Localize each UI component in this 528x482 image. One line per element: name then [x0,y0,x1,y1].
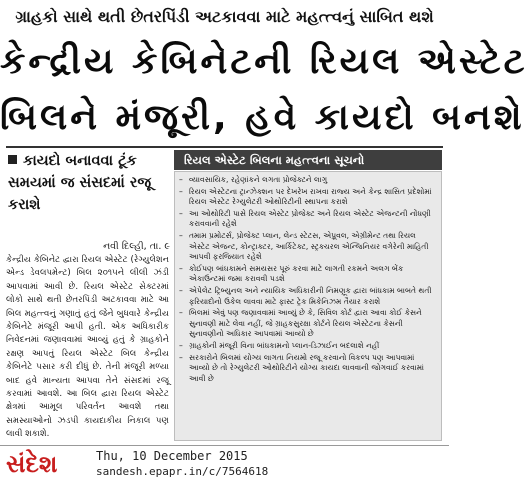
list-item: – તમામ પ્રમોટર્સ, પ્રોજેક્ટ પ્લાન, લેન્ડ સ્ટેટસ, એપ્રૂવલ, એગ્રીમેન્ટ તથા રિયલ એસ્ટેટ એજન્ટ, કોન્ટ્રાક્ટર, આર્કિટેક્ટ, સ્ટ્રક્ચરલ એન્જિનિયર વગેરેની માહિતી આપવી ફરજિયાત રહેશે [179,230,429,262]
list-item: – આ ઓથોરિટી પાસે રિયલ એસ્ટેટ પ્રોજેક્ટ અને રિયલ એસ્ટેટ એજન્ટની નોંધણી કરાવવાની રહેશે [179,208,431,229]
sandesh-logo: સંદેશ [6,449,58,478]
list-item: – બિલમાં એવું પણ જણાવવામાં આવ્યું છે કે, સિવિલ કોર્ટ દ્વારા આવા કોઈ કેસને સુનાવણી માટે લેવા નહીં, જે ગ્રાહકસુરક્ષા કોર્ટને રિયલ એસ્ટેટના કેસની સુનાવણીનો અધિકાર આપવામાં આવ્યો છે [179,308,422,339]
list-item: – એપેલેટ ટ્રિબ્યુનલ અને ન્યાયિક અધિકારીની નિમણૂક દ્વારા બાંધકામ બાબતે થતી ફરિયાદોનો ઉકેલ લાવવા માટે ફાસ્ટ ટ્રેક મિકેનિઝમ તૈયાર કરાશે [179,285,432,306]
article-body: કેન્દ્રીય કેબિનેટ દ્વારા રિયલ એસ્ટેટ (રેગ્યુલેશન એન્ડ ડેવલપમેન્ટ) બિલ ૨૦૧૫ને લીલી ઝંડી આપવામાં આવી છે. રિયલ એસ્ટેટ સેક્ટરમાં લોકો સાથે થતી છેતરપિંડી અટકાવવા માટે આ બિલ મહત્ત્વનું ગણાતું હતું જેને બુધવારે કેન્દ્રીય કેબિનેટે મંજૂરી આપી હતી. એક અધિકારીક નિવેદનમાં જણાવવામાં આવ્યું હતું કે ગ્રાહકોને રક્ષણ આપતું રિયલ એસ્ટેટ બિલ કેન્દ્રીય કેબિનેટે પસાર કરી દીધું છે. તેની મંજૂરી મળ્યા બાદ હવે માન્યતા આપવા તેને સંસદમાં રજૂ કરવામાં આવશે. આ બિલ દ્વારા રિયલ એસ્ટેટ ક્ષેત્રમાં આમૂલ પરિવર્તન આવશે તથા સમસ્યાઓનો ઝડપી કાયદાકીય નિકાલ પણ લાવી શકાશે. [6,255,169,440]
list-item: – વ્યાવસાયિક, રહેણાંકને લગતા પ્રોજેક્ટને લાગુ [179,175,328,184]
source-link[interactable]: sandesh.epapr.in/c/7564618 [96,465,269,478]
dateline: નવી દિલ્હી, તા. ૯ [103,241,170,252]
key-points-list [175,172,441,384]
headline-line-1: કેન્દ્રીય કેબિનેટની રિયલ એસ્ટેટ [0,41,528,82]
divider [6,146,443,148]
key-points-box [174,171,442,441]
list-item: – કોઈપણ બાંધકામને સમયસર પૂરું કરવા માટે લાગતી રકમને અલગ બેંક એકાઉન્ટમાં જમા કરાવવી પડશે [179,263,404,284]
list-item: – ગ્રાહકોની મંજૂરી વિના બાંધકામનો પ્લાન-ડિઝાઈન બદલાશે નહીં [179,340,380,350]
list-item: – સરકારોને બિલમાં યોગ્ય લાગતા નિયમો રજૂ કરવાનો વિકલ્પ પણ આપવામાં આવ્યો છે તો રેગ્યુલેટરી ઓથોરિટીને યોગ્ય કાયદા લાવવાની જોગવાઈ કરવામાં આવી છે [179,352,424,383]
headline-line-2: બિલને મંજૂરી, હવે કાયદો બનશે [0,97,525,138]
publication-date: Thu, 10 December 2015 [96,449,248,463]
side-headline-text: કાયદો બનાવવા ટૂંક સમયમાં જ સંસદમાં રજૂ કરાશે [8,153,152,213]
kicker-headline: ગ્રાહકો સાથે થતી છેતરપિંડી અટકાવવા માટે મહત્ત્વનું સાબિત થશે [15,7,434,26]
footer [0,445,449,482]
square-bullet-icon [8,155,17,164]
box-title: રિયલ એસ્ટેટ બિલના મહત્ત્વના સૂચનો [174,150,442,170]
list-item: – રિયલ એસ્ટેટના ટ્રાન્ઝેક્શન પર દેખરેખ રાખવા રાજ્ય અને કેન્દ્ર શાસિત પ્રદેશોમાં રિયલ એસ્ટેટ રેગ્યુલેટરી ઓથોરિટીની સ્થાપના કરાશે [179,186,432,207]
side-headline [8,150,168,216]
